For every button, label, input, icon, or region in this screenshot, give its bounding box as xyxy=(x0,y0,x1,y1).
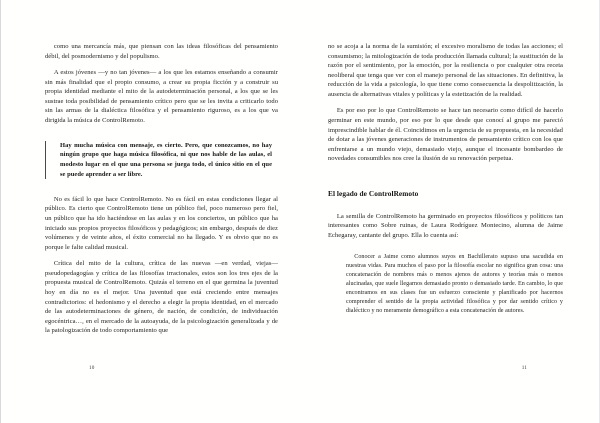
left-page xyxy=(1,0,300,423)
inset-quotation xyxy=(328,253,563,315)
heading-spacer xyxy=(328,164,563,189)
paragraph-continuation: no se acoja a la norma de la sumisión; el excesivo moralismo de todas las acciones; el consumismo; la mitologización de toda producción llamada cultural; la sustitución de la razón por el sentimiento, por la emoción, por la resiliencia o por cualquier otra receta neoliberal que tenga que ver con el manejo personal de las situaciones. En definitiva, la reducción de la vida a psicología, lo que tiene como consecuencia la despolitización, la ausencia de alternativas vitales y políticas y la estetización de la realidad. xyxy=(328,43,563,98)
page-number-right: 11 xyxy=(521,365,527,371)
paragraph: La semilla de ControlRemoto ha germinado en proyectos filosóficos y políticos tan interesantes como Sobre ruinas, de Laura Rodríguez Montecino, alumna de Jaime Echegaray, cantante del grupo. Ella lo cuenta así: xyxy=(328,212,563,239)
paragraph: A estos jóvenes —y no tan jóvenes— a los que les estamos enseñando a consumir sin más finalidad que el propio consumo, a crear su propia ficción y a construir su propia identidad mediante el mito de la autodeterminación personal, a los que se les sustrae toda posibilidad de pensamiento crítico pero que se les invita a criticarlo todo sin las armas de la dialéctica filosófica y el pensamiento riguroso, es a los que va dirigida la música de ControlRemoto. xyxy=(45,69,278,125)
paragraph-continuation: como una mercancía más, que piensan con las ideas filosóficas del pensamiento débil, del posmodernismo y del populismo. xyxy=(45,43,278,60)
right-page xyxy=(300,0,599,423)
paragraph: No es fácil lo que hace ControlRemoto. No es fácil en estas condiciones llegar al público. Es cierto que ControlRemoto tiene un público fiel, poco numeroso pero fiel, un público que ha ido haciéndose en las aulas y en los conciertos, un público que ha iniciado sus propios proyectos filosóficos y pedagógicos; sin embargo, después de diez volúmenes y de veinte años, el éxito comercial no ha llegado. Y es obvio que no es porque le falte calidad musical. xyxy=(45,195,278,251)
pull-quote-text: Hay mucha música con mensaje, es cierto. Pero, que conozcamos, no hay ningún grupo que haga música filosófica, ni que nos hable de las aulas, el modesto lugar en el que una persona se juega todo, el único sitio en el que se puede aprender a ser libre. xyxy=(60,141,272,178)
section-heading: El legado de ControlRemoto xyxy=(328,188,419,198)
heading-spacer xyxy=(328,199,563,212)
pull-quote xyxy=(45,141,278,180)
paragraph: Crítica del mito de la cultura, crítica de las nuevas —en verdad, viejas— pseudopedagogías y crítica de las filosofías irracionales, estos son los tres ejes de la propuesta musical de ControlRemoto. Quizás el terreno en el que germina la juventud hoy en día no es el mejor. Una juventud que está creciendo entre mensajes contradictorios: el hedonismo y el derecho a elegir la propia identidad, en el mercado de las autodeterminaciones de género, de nación, de condición, de individuación egocéntrica…, en el mercado de la autoayuda, de la psicologización generalizada y de la patologización de todo comportamiento que xyxy=(45,260,278,335)
page-number-left: 10 xyxy=(89,365,95,371)
right-page-content xyxy=(328,42,563,393)
paragraph: Es por eso por lo que ControlRemoto se hace tan necesario como difícil de hacerlo germinar en este mundo, por eso por lo que desde que conocí al grupo me pareció imprescindible hablar de él. Coincidimos en la urgencia de su propuesta, en la necesidad de dotar a las jóvenes generaciones de instrumentos de pensamiento crítico con los que enfrentarse a un mundo viejo, demasiado viejo, aunque el incesante bombardeo de novedades consumibles nos cree la ilusión de su renovación perpetua. xyxy=(328,107,563,163)
inset-quotation-text: Conocer a Jaime como alumnos suyos en Bachillerato supuso una sacudida en nuestras vidas. Para muchos el paso por la filosofía escolar no significa gran cosa: una concatenación de nombres más o menos ajenos de autores y teorías más o menos alucinadas, que suele llegarnos demasiado pronto o demasiado tarde. En cambio, lo que encontramos en sus clases fue un esfuerzo consciente y planificado por hacernos comprender el sentido de la propia actividad filosófica y por dar sentido crítico y dialéctico y no meramente demográfico a esta concatenación de autores. xyxy=(346,254,563,314)
left-page-content xyxy=(45,42,278,393)
